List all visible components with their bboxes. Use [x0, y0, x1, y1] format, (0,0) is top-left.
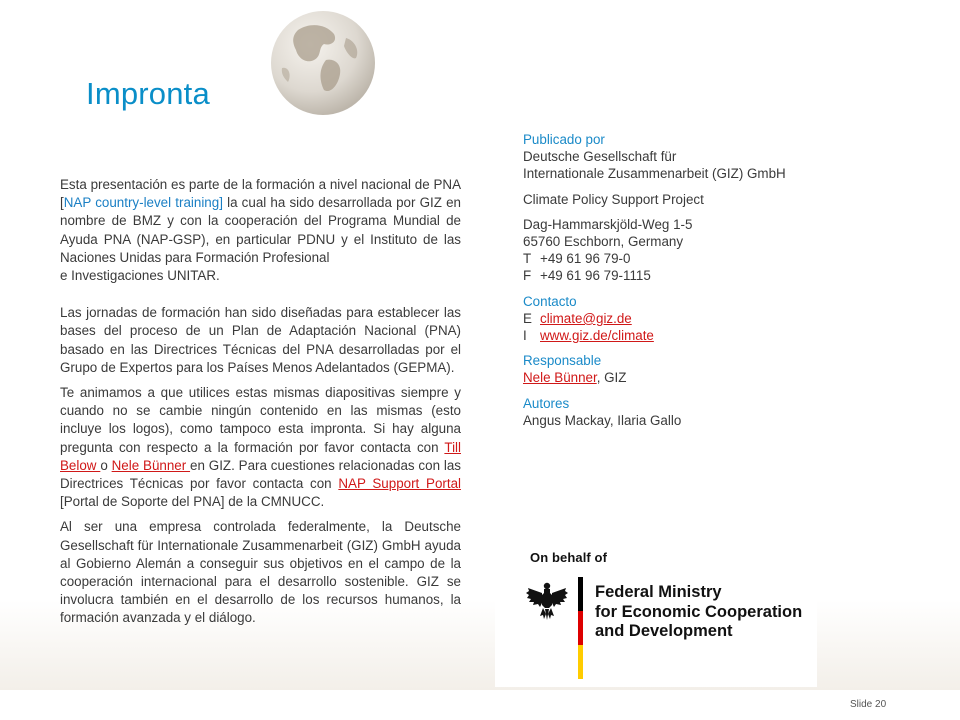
email-prefix: E: [523, 310, 532, 326]
bmz-logo: [495, 543, 817, 687]
published-by-label: Publicado por: [523, 132, 605, 147]
usage-text: Te animamos a que utilices estas mismas diapositivas siempre y cuando no se cambie ningún contenido en las mismas (esto incluye los logos), como tampoco esta impronta. Si hay alguna pregunta con respecto a la formación por favor contacta con: [60, 385, 461, 455]
intro-text: Esta presentación es parte de la formación a nivel nacional de PNA [: [60, 177, 461, 211]
workshop-paragraph: Las jornadas de formación han sido diseñadas para establecer las bases del proceso de un Plan de Adaptación Nacional (PNA) basado en las Directrices Técnicas del PNA desarrolladas por el Grupo de Expertos para los Países Menos Adelantados (GEPMA).: [60, 305, 461, 375]
page-title: Impronta: [86, 76, 210, 111]
phone-number: +49 61 96 79-0: [540, 251, 631, 267]
fax-prefix: F: [523, 268, 532, 284]
ministry-name: [595, 583, 802, 642]
authors-block: [523, 395, 823, 429]
contact-block: [523, 293, 823, 345]
german-flag-bar: [578, 577, 583, 679]
nele-buenner-link[interactable]: Nele Bünner: [111, 457, 191, 473]
on-behalf-label: On behalf of: [530, 550, 608, 565]
nap-training-highlight: NAP country-level training]: [63, 195, 223, 211]
nap-support-portal-link[interactable]: NAP Support Portal: [338, 476, 461, 492]
phone-prefix: T: [523, 251, 532, 267]
responsible-name-link[interactable]: Nele Bünner: [523, 370, 597, 386]
usage-paragraph: [60, 384, 461, 511]
globe-icon: [268, 8, 378, 118]
description-column: [60, 176, 461, 635]
responsible-block: [523, 352, 823, 386]
responsible-label: Responsable: [523, 353, 602, 369]
web-prefix: I: [523, 328, 527, 344]
intro-paragraph: [60, 176, 461, 285]
org-name-line1: Deutsche Gesellschaft für: [523, 149, 677, 165]
org-name-line2: Internationale Zusammenarbeit (GIZ) GmbH: [523, 166, 786, 182]
responsible-org: , GIZ: [596, 370, 627, 386]
till-below-link[interactable]: Till Below: [60, 439, 461, 473]
usage-text-end: [Portal de Soporte del PNA] de la CMNUCC.: [60, 494, 325, 510]
ministry-line2: for Economic Cooperation: [595, 602, 803, 621]
usage-text-or: o: [100, 457, 112, 473]
slide-number: Slide 20: [850, 699, 887, 710]
publisher-block: [523, 131, 823, 183]
authors-label: Autores: [523, 395, 570, 411]
fax-number: +49 61 96 79-1115: [540, 268, 651, 284]
city: 65760 Eschborn, Germany: [523, 234, 684, 250]
federal-eagle-icon: [525, 579, 569, 623]
project-name: Climate Policy Support Project: [523, 191, 704, 207]
intro-text-last: e Investigaciones UNITAR.: [60, 268, 220, 284]
giz-paragraph: Al ser una empresa controlada federalmente, la Deutsche Gesellschaft für Internationale Zusammenarbeit (GIZ) GmbH ayuda al Gobierno Alemán a conseguir sus objetivos en el campo de la cooperación internacional para el desarrollo sostenible. GIZ se involucra también en el desarrollo de los recursos humanos, la formación avanzada y el diálogo.: [60, 519, 461, 626]
usage-text-cont: en GIZ. Para cuestiones relacionadas con las Directrices Técnicas por favor contacta con: [60, 457, 461, 492]
contact-label: Contacto: [523, 293, 577, 309]
ministry-line3: and Development: [595, 622, 733, 640]
street: Dag-Hammarskjöld-Weg 1-5: [523, 216, 693, 232]
intro-text-cont: la cual ha sido desarrollada por GIZ en nombre de BMZ y con la cooperación del Programa Mundial de Ayuda PNA (NAP-GSP), en particular PDNU y el Instituto de las Naciones Unidas para Formación Profesional: [60, 195, 461, 265]
ministry-line1: Federal Ministry: [595, 583, 722, 601]
website-link[interactable]: www.giz.de/climate: [540, 328, 654, 344]
email-link[interactable]: climate@giz.de: [540, 310, 632, 326]
address-block: [523, 216, 823, 285]
authors-names: Angus Mackay, Ilaria Gallo: [523, 412, 682, 428]
imprint-column: [523, 131, 823, 437]
